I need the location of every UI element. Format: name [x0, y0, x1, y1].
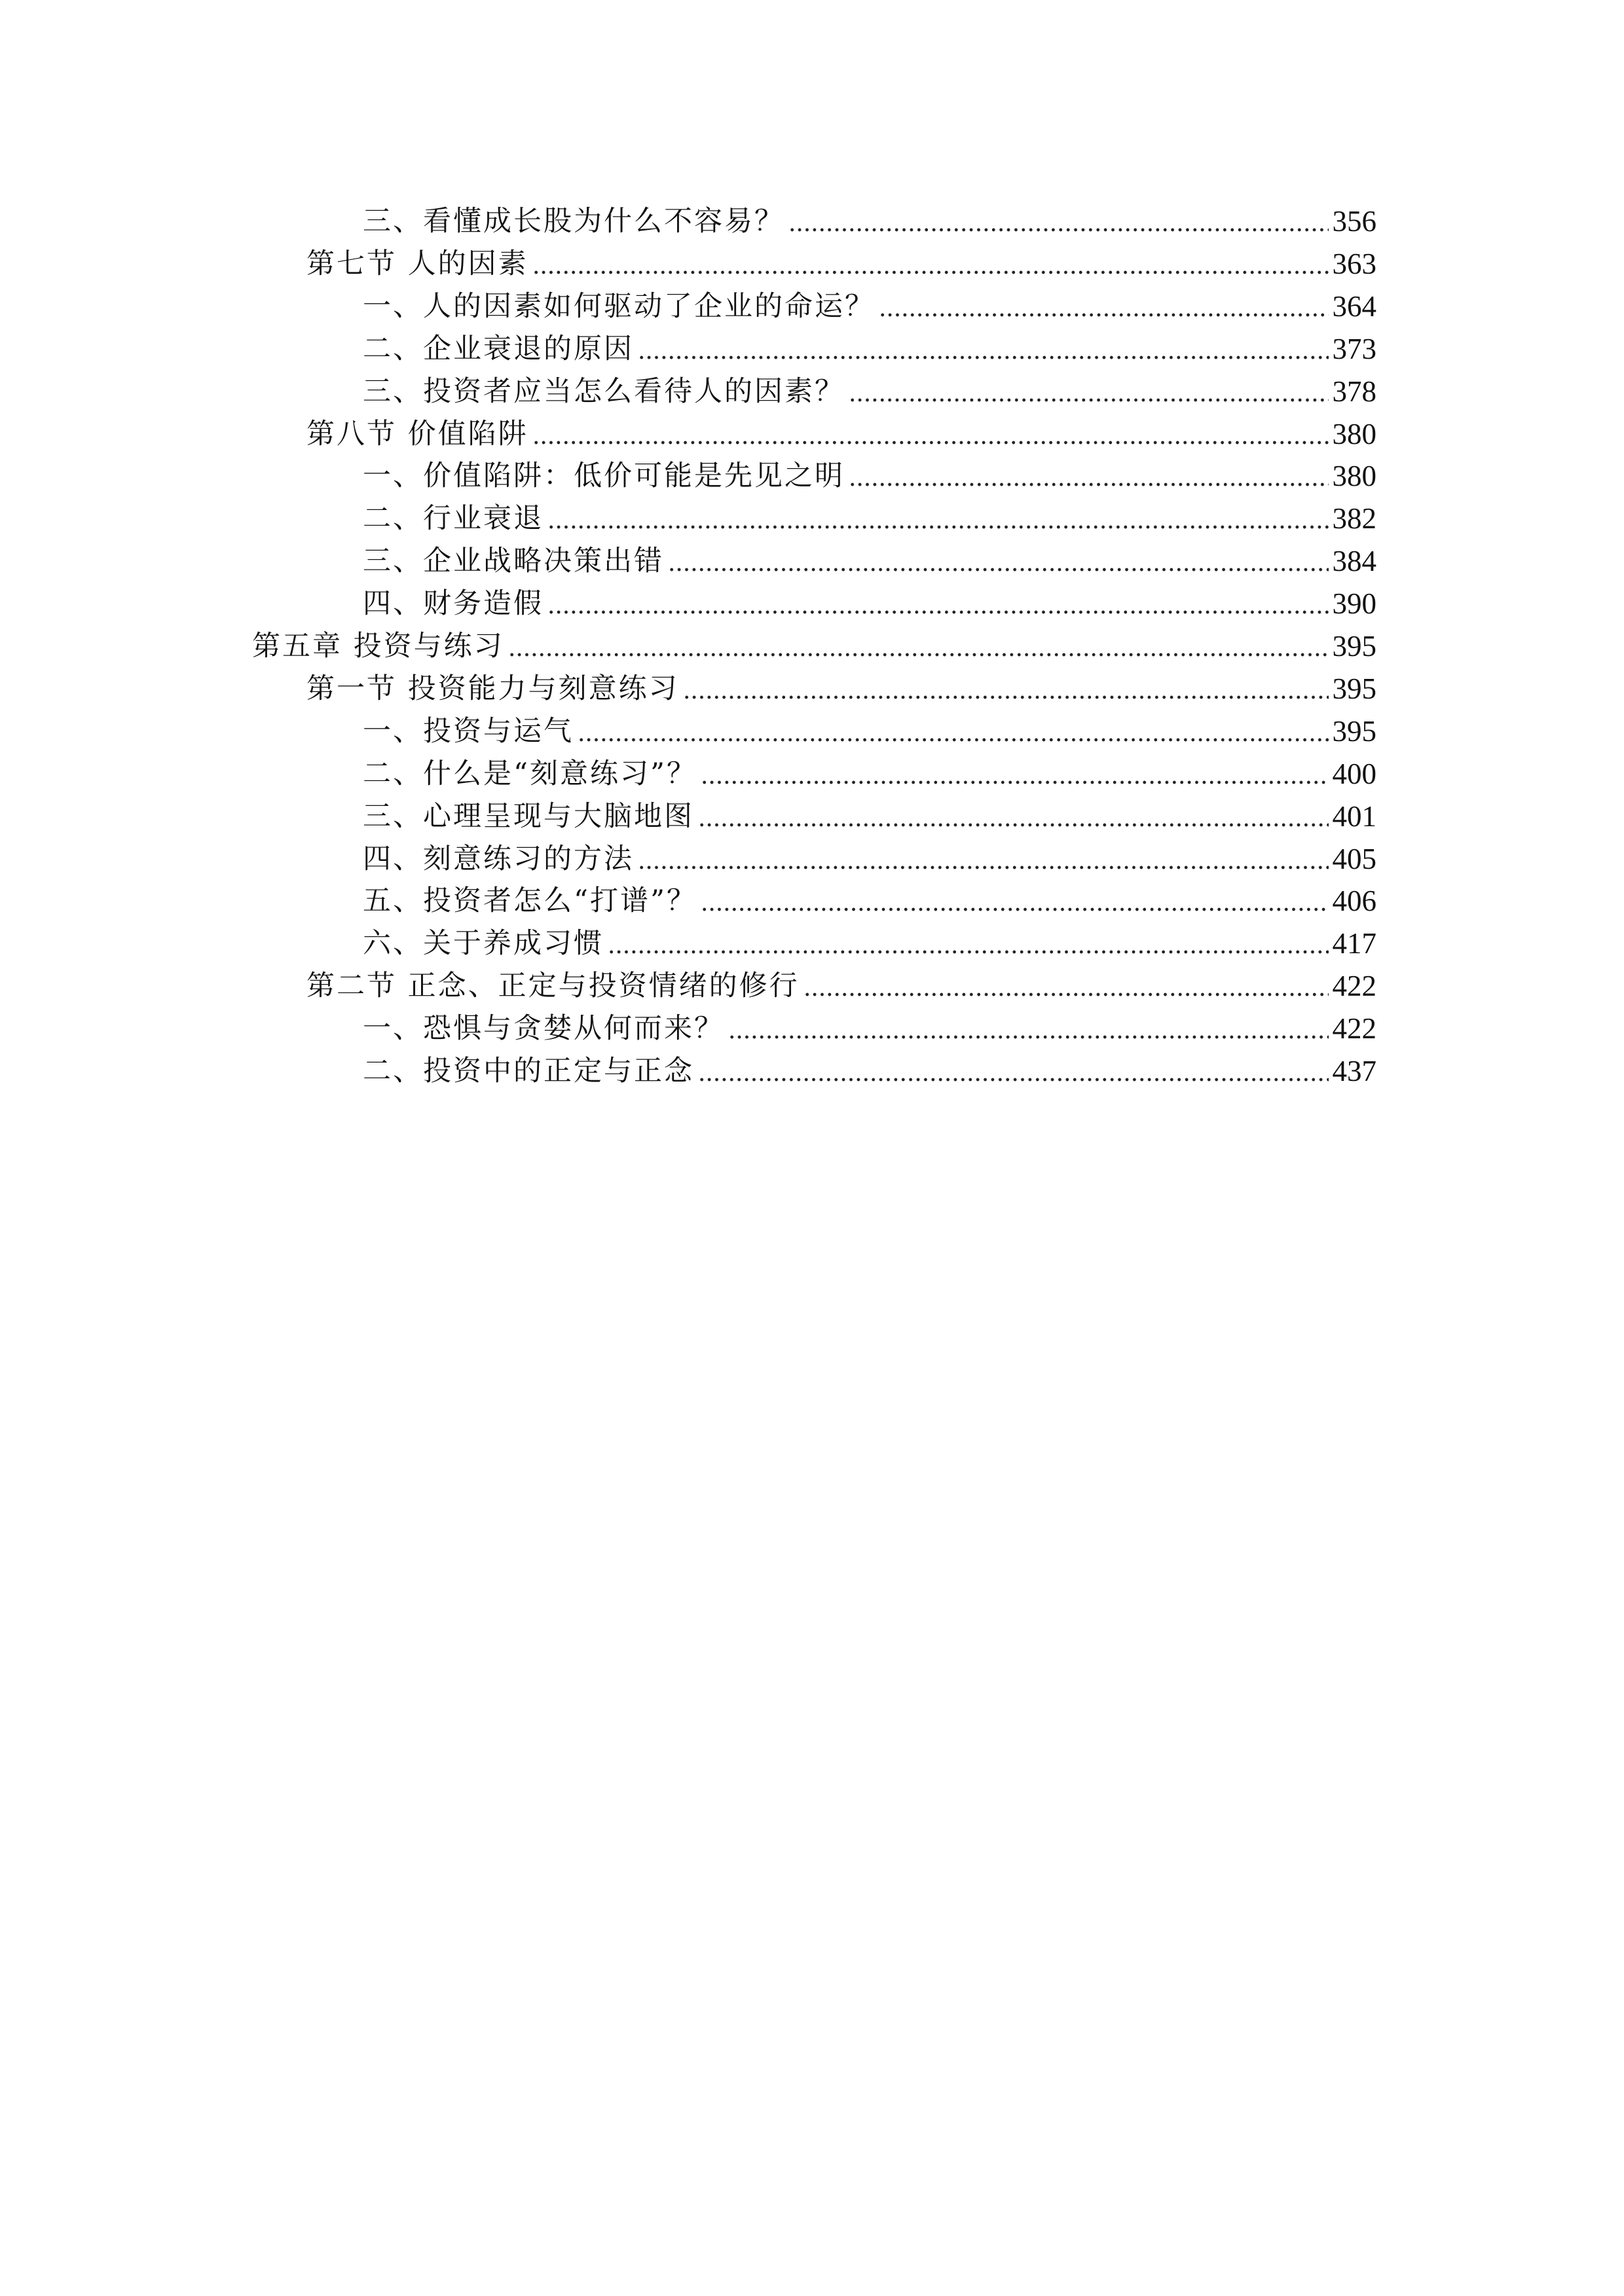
toc-entry[interactable] [363, 583, 1376, 625]
toc-entry-label: 三、企业战略决策出错 [363, 545, 664, 577]
dot-leader [578, 738, 1329, 742]
toc-entry-page-number: 400 [1332, 757, 1376, 790]
dot-leader [532, 441, 1329, 445]
dot-leader [698, 823, 1329, 827]
dot-leader [608, 950, 1329, 954]
toc-entry-page-number: 363 [1332, 247, 1376, 280]
dot-leader [701, 907, 1329, 911]
toc-entry-label: 二、投资中的正定与正念 [363, 1055, 694, 1087]
dot-leader [547, 610, 1329, 614]
toc-entry[interactable] [252, 625, 1376, 667]
toc-entry-label: 二、什么是“刻意练习”？ [363, 757, 697, 790]
toc-entry[interactable] [363, 753, 1376, 795]
toc-entry[interactable] [363, 455, 1376, 497]
toc-entry-page-number: 417 [1332, 927, 1376, 960]
dot-leader [701, 780, 1329, 784]
toc-entry-page-number: 382 [1332, 502, 1376, 535]
toc-entry[interactable] [363, 328, 1376, 370]
toc-entry-label: 二、行业衰退 [363, 502, 544, 535]
dot-leader [728, 1035, 1329, 1039]
toc-entry[interactable] [363, 498, 1376, 539]
toc-entry[interactable] [363, 710, 1376, 752]
toc-entry-page-number: 422 [1332, 970, 1376, 1002]
toc-entry-page-number: 380 [1332, 418, 1376, 450]
dot-leader [803, 993, 1329, 996]
toc-entry-page-number: 378 [1332, 375, 1376, 408]
toc-entry-label: 五、投资者怎么“打谱”？ [363, 884, 697, 917]
toc-entry-label: 第七节 人的因素 [306, 247, 528, 280]
toc-entry[interactable] [363, 922, 1376, 964]
toc-entry-label: 第五章 投资与练习 [252, 630, 504, 663]
dot-leader [849, 398, 1329, 402]
toc-entry-page-number: 422 [1332, 1012, 1376, 1045]
dot-leader [638, 355, 1329, 359]
toc-entry-label: 三、心理呈现与大脑地图 [363, 800, 694, 833]
toc-entry[interactable] [306, 668, 1376, 710]
dot-leader [668, 568, 1329, 572]
dot-leader [532, 270, 1329, 274]
dot-leader [547, 525, 1329, 529]
dot-leader [508, 653, 1329, 657]
toc-entry-page-number: 364 [1332, 290, 1376, 323]
toc-entry-label: 第一节 投资能力与刻意练习 [306, 672, 679, 705]
toc-entry[interactable] [363, 200, 1376, 242]
toc-entry-label: 一、投资与运气 [363, 715, 574, 748]
dot-leader [638, 866, 1329, 869]
dot-leader [849, 483, 1329, 486]
toc-entry[interactable] [363, 795, 1376, 837]
toc-entry-label: 第二节 正念、正定与投资情绪的修行 [306, 970, 800, 1002]
dot-leader [683, 695, 1329, 699]
toc-entry[interactable] [363, 371, 1376, 412]
toc-entry[interactable] [306, 413, 1376, 455]
toc-entry-label: 四、刻意练习的方法 [363, 843, 634, 875]
toc-entry-page-number: 390 [1332, 587, 1376, 620]
toc-entry-page-number: 380 [1332, 460, 1376, 492]
toc-entry-label: 二、企业衰退的原因 [363, 333, 634, 365]
toc-entry[interactable] [363, 838, 1376, 880]
toc-entry-page-number: 356 [1332, 205, 1376, 238]
toc-entry-page-number: 437 [1332, 1055, 1376, 1087]
toc-entry-page-number: 401 [1332, 800, 1376, 833]
toc-entry-label: 一、人的因素如何驱动了企业的命运？ [363, 290, 875, 323]
toc-entry[interactable] [363, 540, 1376, 582]
dot-leader [879, 313, 1329, 317]
toc-entry[interactable] [363, 1050, 1376, 1092]
toc-entry[interactable] [306, 243, 1376, 285]
toc-entry-page-number: 384 [1332, 545, 1376, 577]
toc-entry[interactable] [363, 1008, 1376, 1049]
toc-entry-page-number: 373 [1332, 333, 1376, 365]
toc-entry-label: 三、投资者应当怎么看待人的因素？ [363, 375, 845, 408]
toc-entry-page-number: 405 [1332, 843, 1376, 875]
toc-entry[interactable] [363, 285, 1376, 327]
toc-entry-label: 六、关于养成习惯 [363, 927, 604, 960]
toc-entry-label: 一、恐惧与贪婪从何而来？ [363, 1012, 724, 1045]
toc-entry[interactable] [363, 880, 1376, 922]
toc-entry-page-number: 406 [1332, 884, 1376, 917]
toc-entry-page-number: 395 [1332, 672, 1376, 705]
dot-leader [788, 228, 1329, 232]
toc-entry[interactable] [306, 965, 1376, 1007]
toc-entry-label: 四、财务造假 [363, 587, 544, 620]
toc-entry-label: 三、看懂成长股为什么不容易？ [363, 205, 784, 238]
dot-leader [698, 1078, 1329, 1082]
toc-entry-label: 一、价值陷阱：低价可能是先见之明 [363, 460, 845, 492]
toc-entry-page-number: 395 [1332, 630, 1376, 663]
toc-entry-page-number: 395 [1332, 715, 1376, 748]
toc-entry-label: 第八节 价值陷阱 [306, 418, 528, 450]
